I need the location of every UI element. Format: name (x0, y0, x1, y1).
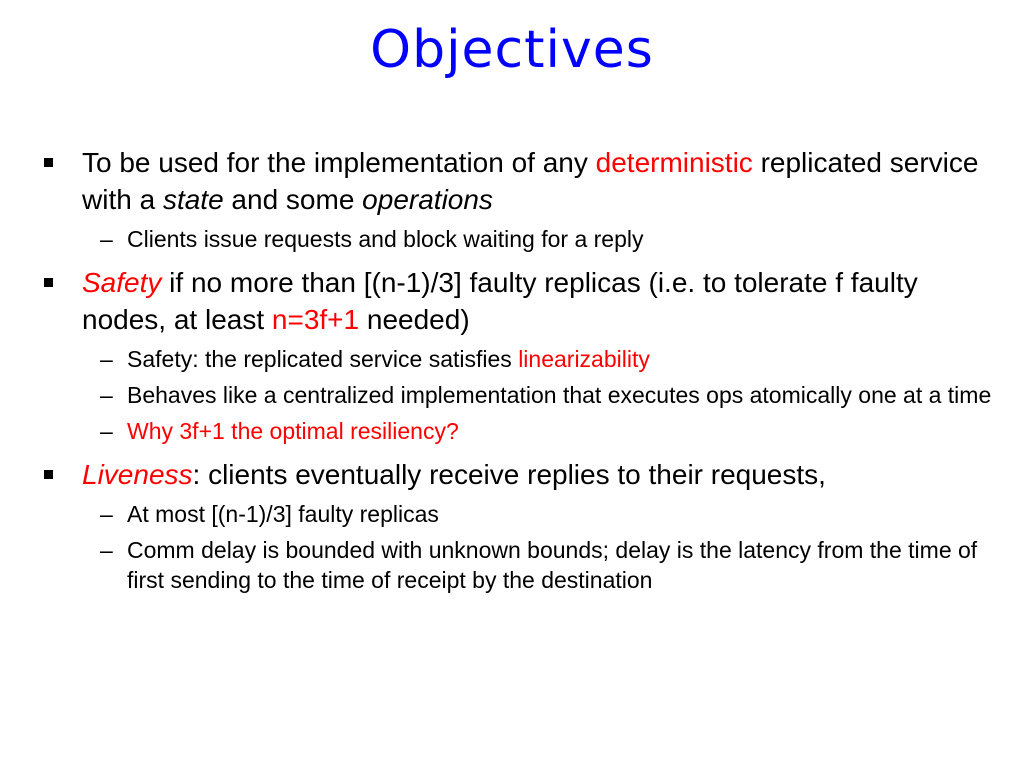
sub-bullet-clients-block (42, 224, 1002, 254)
dash-marker: – (100, 382, 113, 408)
highlight-deterministic: deterministic (595, 147, 753, 178)
bullet-text: : clients eventually receive replies to their requests, (192, 459, 826, 490)
square-bullet-icon (44, 158, 53, 167)
bullet-deterministic-service (42, 144, 1002, 218)
slide-title: Objectives (370, 20, 654, 80)
sub-bullet-text: Comm delay is bounded with unknown bounds; delay is the latency from the time of first sending to the time of receipt by the destination (127, 537, 978, 593)
sub-bullet-text: Safety: the replicated service satisfies (127, 346, 519, 372)
sub-bullet-text: At most [(n-1)/3] faulty replicas (127, 501, 439, 527)
highlight-liveness: Liveness (82, 459, 193, 490)
dash-marker: – (100, 501, 113, 527)
sub-bullet-faulty-replicas (42, 499, 1002, 529)
bullet-text: if no more than [(n-1)/3] faulty replicas (i.e. to tolerate f faulty nodes, at least (82, 267, 918, 335)
sub-bullet-text: Clients issue requests and block waiting for a reply (127, 226, 644, 252)
bullet-list (42, 138, 1002, 595)
highlight-safety: Safety (82, 267, 162, 298)
emphasis-state: state (162, 184, 224, 215)
sub-bullet-optimal-resiliency (42, 416, 1002, 446)
sub-bullet-linearizability (42, 344, 1002, 374)
sub-bullet-centralized (42, 380, 1002, 410)
square-bullet-icon (44, 278, 53, 287)
dash-marker: – (100, 537, 113, 563)
bullet-text: needed) (359, 304, 470, 335)
sub-bullet-comm-delay (42, 535, 1002, 595)
sub-bullet-text: Behaves like a centralized implementation that executes ops atomically one at a time (127, 382, 992, 408)
bullet-text: To be used for the implementation of any (82, 147, 596, 178)
bullet-liveness (42, 456, 1002, 493)
sub-bullet-text: Why 3f+1 the optimal resiliency? (127, 418, 459, 444)
bullet-text: and some (223, 184, 363, 215)
bullet-text: replicated service with a (82, 147, 979, 215)
bullet-safety (42, 264, 1002, 338)
dash-marker: – (100, 226, 113, 252)
square-bullet-icon (44, 470, 53, 479)
dash-marker: – (100, 346, 113, 372)
highlight-n-equals-3f-plus-1: n=3f+1 (271, 304, 360, 335)
highlight-linearizability: linearizability (518, 346, 650, 372)
dash-marker: – (100, 418, 113, 444)
emphasis-operations: operations (362, 184, 493, 215)
